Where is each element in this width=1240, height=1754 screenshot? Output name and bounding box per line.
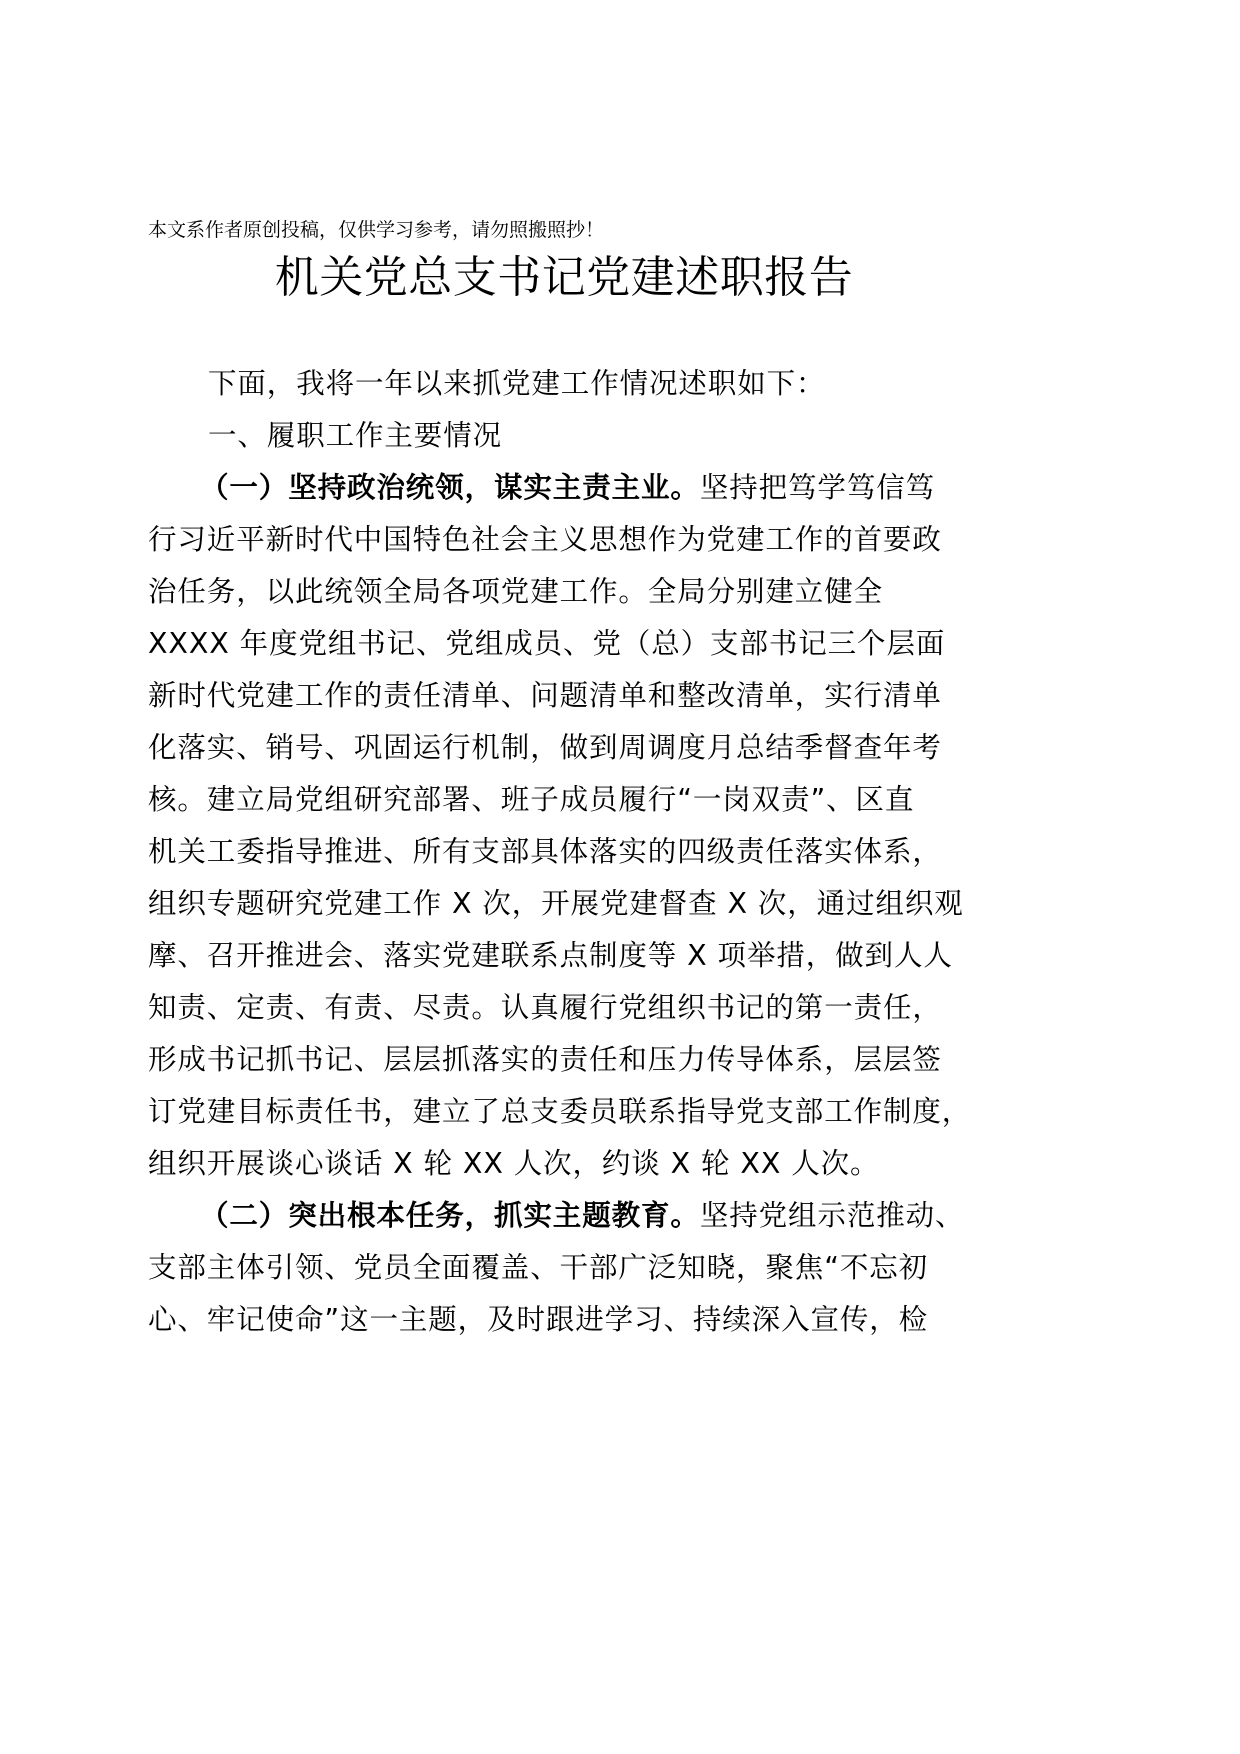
- document-title-text: 机关党总支书记党建述职报告: [274, 252, 854, 303]
- body-line: 新时代党建工作的责任清单、问题清单和整改清单，实行清单: [148, 679, 942, 712]
- body-line: XXXX 年度党组书记、党组成员、党（总）支部书记三个层面: [148, 627, 946, 660]
- body-line: 支部主体引领、党员全面覆盖、干部广泛知晓，聚焦“不忘初: [148, 1251, 929, 1284]
- body-line: 化落实、销号、巩固运行机制，做到周调度月总结季督查年考: [148, 731, 942, 764]
- body-line: 核。建立局党组研究部署、班子成员履行“一岗双责”、区直: [148, 783, 915, 816]
- intro-paragraph: 下面，我将一年以来抓党建工作情况述职如下：: [208, 367, 826, 400]
- subsection-1-first-line-text: 坚持把笃学笃信笃: [699, 471, 936, 504]
- section-heading: 一、履职工作主要情况: [208, 419, 503, 452]
- document-title: [0, 248, 1240, 308]
- subsection-2-first-line-text: 坚持党组示范推动、: [699, 1199, 965, 1232]
- body-line: 组织开展谈心谈话 X 轮 XX 人次，约谈 X 轮 XX 人次。: [148, 1147, 880, 1180]
- copyright-notice: 本文系作者原创投稿，仅供学习参考，请勿照搬照抄！: [148, 219, 605, 241]
- body-line: 知责、定责、有责、尽责。认真履行党组织书记的第一责任，: [148, 991, 942, 1024]
- subsection-1-heading: （一）坚持政治统领，谋实主责主业。: [200, 471, 700, 504]
- body-line: 摩、召开推进会、落实党建联系点制度等 X 项举措，做到人人: [148, 939, 953, 972]
- body-line: 治任务，以此统领全局各项党建工作。全局分别建立健全: [148, 575, 884, 608]
- body-line: 订党建目标责任书，建立了总支委员联系指导党支部工作制度，: [148, 1095, 972, 1128]
- body-line: 机关工委指导推进、所有支部具体落实的四级责任落实体系，: [148, 835, 942, 868]
- subsection-2-heading: （二）突出根本任务，抓实主题教育。: [200, 1199, 700, 1232]
- body-line: 组织专题研究党建工作 X 次，开展党建督查 X 次，通过组织观: [148, 887, 964, 920]
- body-line: 心、牢记使命”这一主题，及时跟进学习、持续深入宣传，检: [148, 1303, 929, 1336]
- subsection-2-first-line: [200, 1196, 1200, 1236]
- body-line: 行习近平新时代中国特色社会主义思想作为党建工作的首要政: [148, 523, 942, 556]
- subsection-1-first-line: [200, 468, 1200, 508]
- body-line: 形成书记抓书记、层层抓落实的责任和压力传导体系，层层签: [148, 1043, 942, 1076]
